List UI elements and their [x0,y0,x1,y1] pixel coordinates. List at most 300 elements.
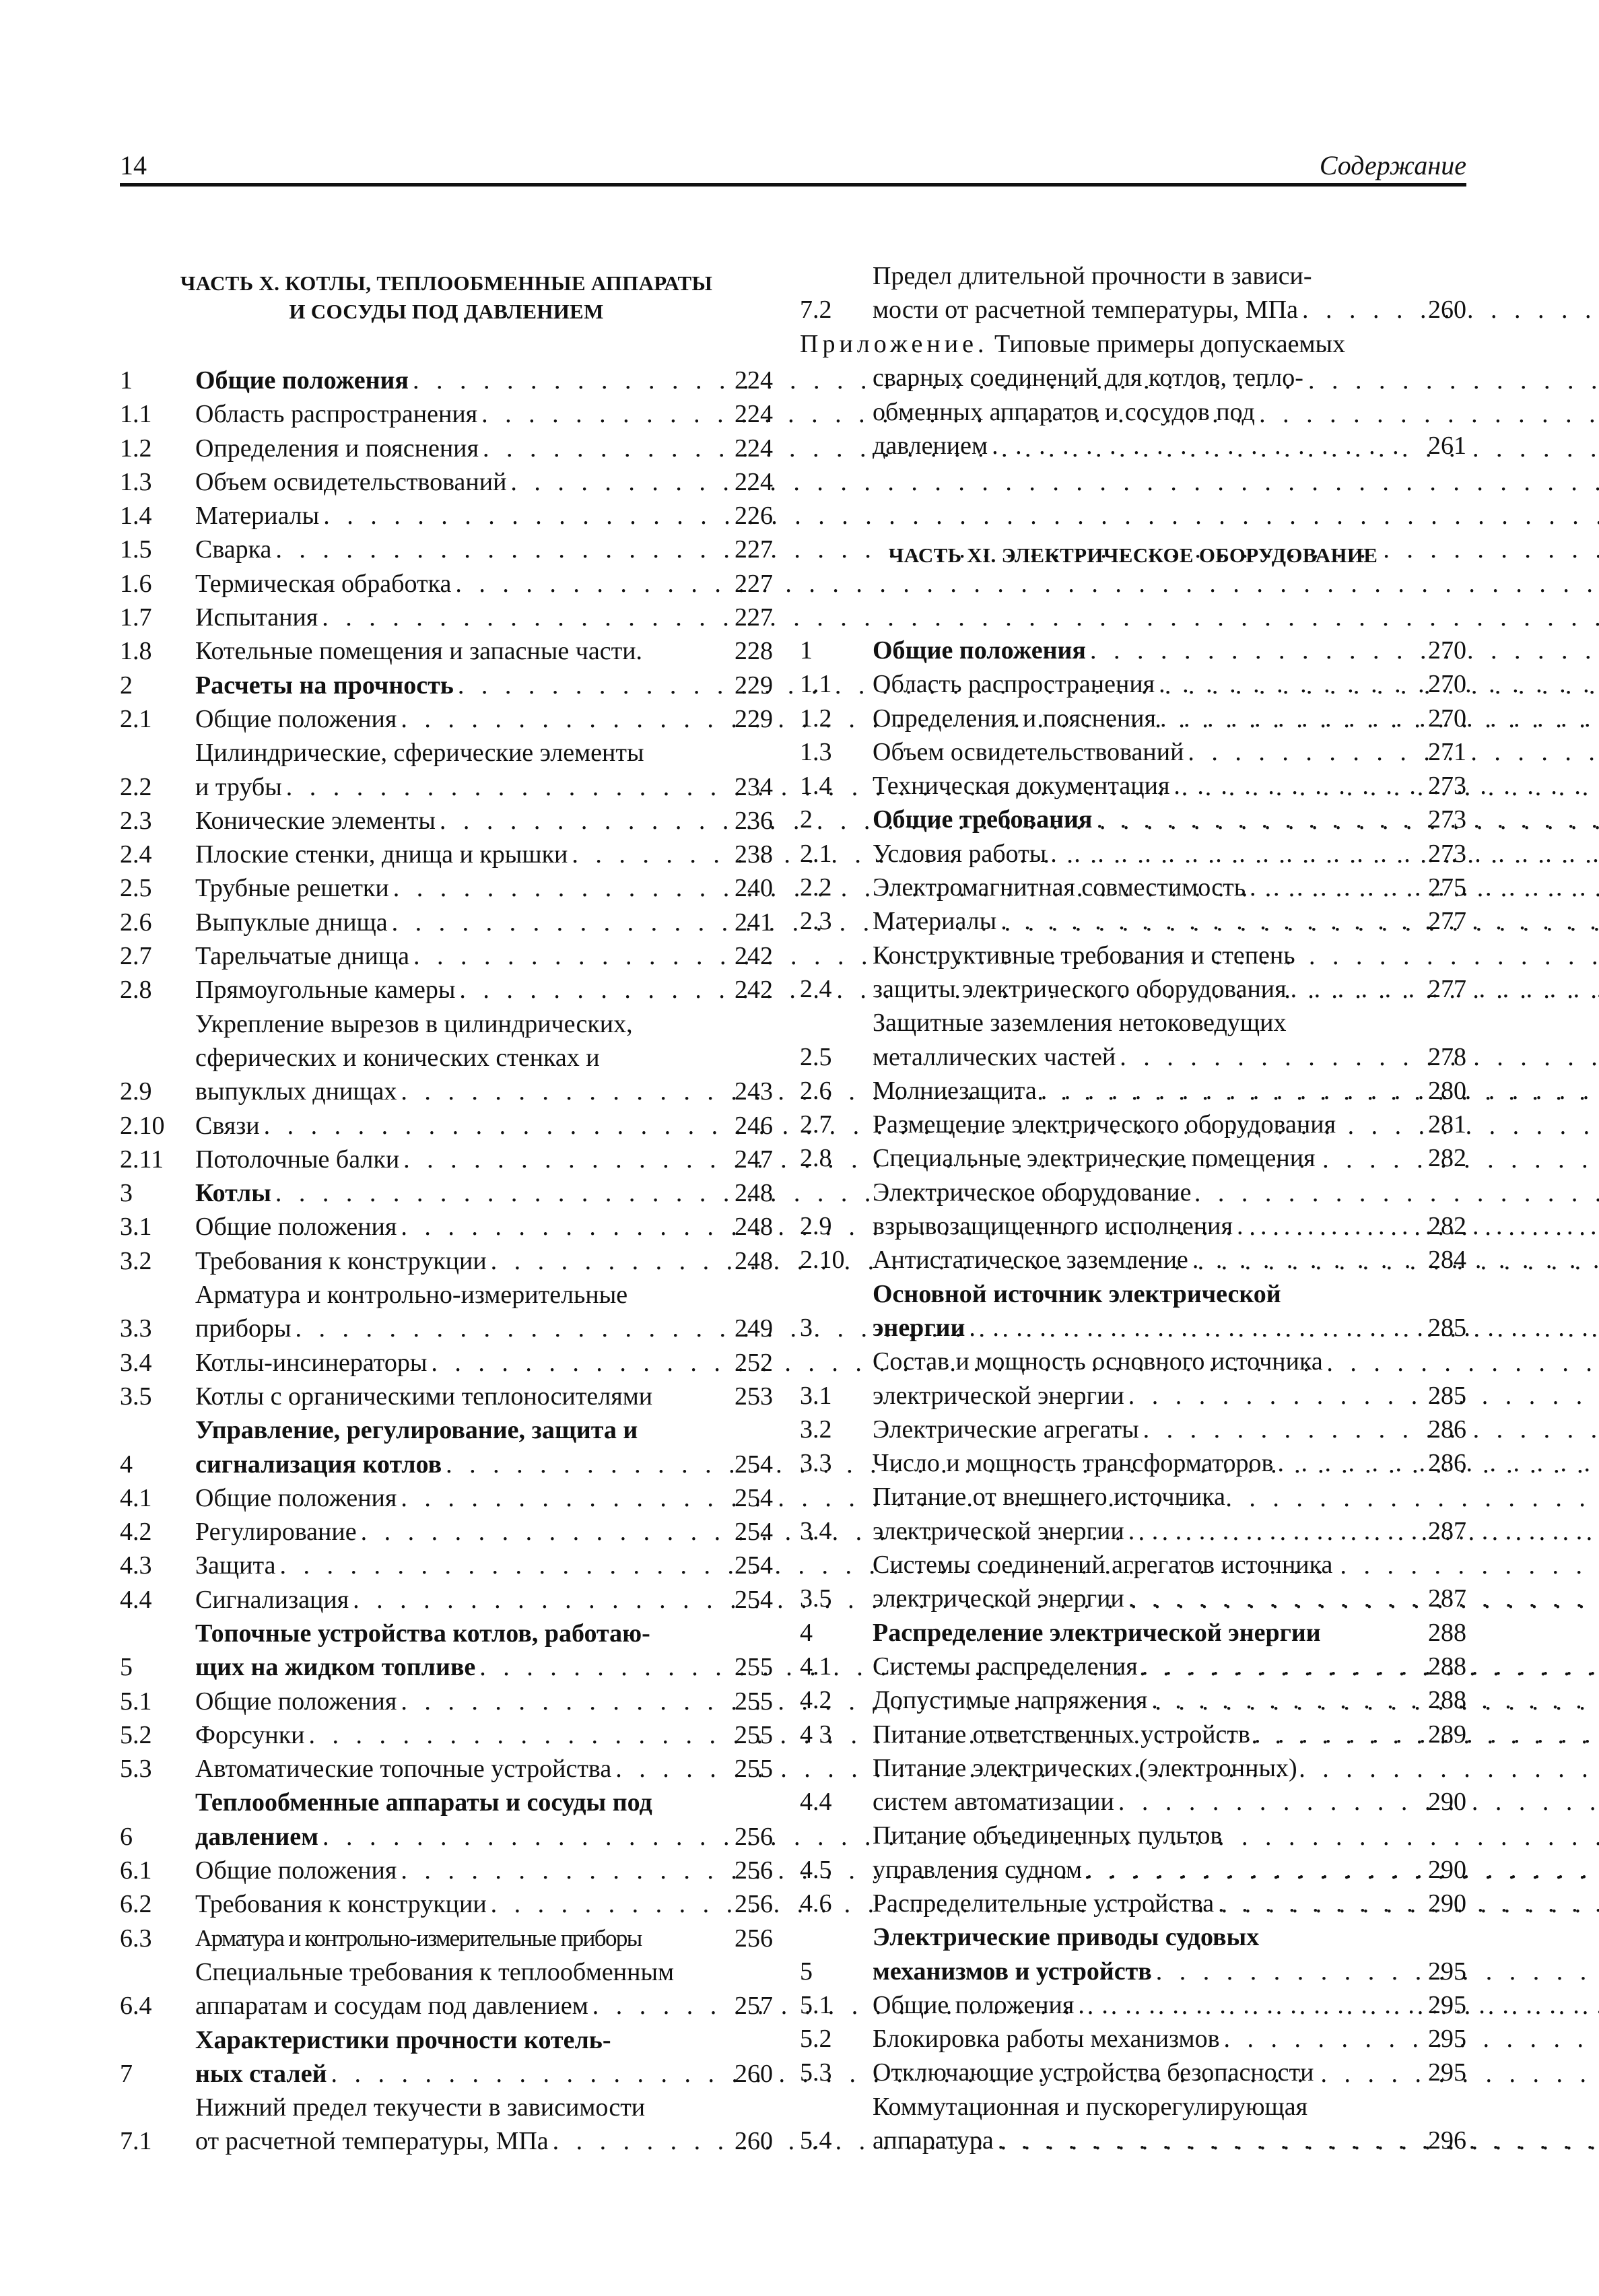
section-number: 1.4 [800,772,832,801]
section-title [195,1515,720,1549]
toc-entry [120,1481,773,1515]
section-title [195,1922,720,1955]
section-number: 2.8 [800,1144,832,1173]
section-title-line: давлением [195,1822,318,1851]
section-title-line: Питание электрических (электронных) [873,1753,1297,1782]
part-title-line: ЧАСТЬ XI. ЭЛЕКТРИЧЕСКОЕ ОБОРУДОВАНИЕ [888,543,1378,567]
page-ref: 288 [1428,1686,1466,1715]
toc-entry [800,1176,1466,1244]
toc-entry [800,1548,1466,1616]
dot-leader [992,429,1414,463]
dot-leader [1078,1988,1599,2022]
section-title-line: Условия работы [873,839,1047,868]
section-number: 2.1 [120,704,152,733]
section-number: 4.4 [120,1585,152,1614]
section-title [873,735,1414,769]
section-title-line: аппаратам и сосудам под давлением [195,1992,588,2021]
section-title [195,1244,720,1278]
page-ref: 275 [1428,873,1466,902]
section-title-line: Электромагнитная совместимость [873,873,1246,902]
section-title [873,1176,1414,1244]
toc-entry [800,939,1466,1007]
dot-leader [1118,1785,1599,1819]
section-number: 2.4 [120,840,152,869]
section-title-line: Котлы-инсинераторы [195,1348,428,1377]
section-number: 2.6 [120,908,152,937]
section-number: 3.5 [800,1584,832,1613]
dot-leader [1120,1040,1599,1074]
part-xi-title [800,541,1466,570]
page-ref: 236 [735,806,773,835]
section-title-line: Питание от внешнего источника [873,1483,1225,1512]
section-number: 4 [120,1450,133,1479]
toc-entry [120,1210,773,1244]
section-number: 3.2 [800,1415,832,1444]
section-title-line: Общие положения [195,366,409,395]
section-title [195,838,720,871]
page-ref: 224 [735,467,773,496]
page-ref: 295 [1428,1990,1466,2019]
toc-entry [120,1278,773,1346]
section-number: 3.3 [120,1314,152,1343]
section-number: 2.3 [120,806,152,835]
toc-entry [800,1718,1466,1751]
page-header [120,149,1466,183]
toc-entry [800,2056,1466,2089]
section-number: 2 [800,805,813,834]
section-title-line: Материалы [873,907,997,936]
toc-entry [800,634,1466,667]
section-title-line: Сварка [195,535,272,564]
section-title [195,973,720,1007]
dot-leader [1188,735,1599,769]
section-title [873,667,1414,701]
section-number: 2.7 [120,942,152,971]
page-ref: 290 [1428,1889,1466,1918]
section-title-line: металлических частей [873,1042,1116,1071]
page-number: 14 [120,150,147,180]
section-number: 1.1 [800,670,832,699]
section-number: 6.4 [120,1992,152,2021]
section-number: 1 [120,366,133,395]
page-ref: 248 [735,1246,773,1275]
section-title-line: выпуклых днищах [195,1077,397,1106]
section-title-line: Определения и пояснения [873,704,1156,733]
section-title-line: Плоские стенки, днища и крышки [195,840,568,869]
page-ref: 270 [1428,704,1466,733]
section-number: 2 [120,671,133,700]
section-title [195,1143,720,1176]
section-title-line: энергии [873,1313,965,1342]
section-title-line: Теплообменные аппараты и сосуды под [195,1788,652,1817]
dot-leader [1086,1853,1599,1887]
page-ref: 273 [1428,839,1466,868]
toc-entry [120,1786,773,1854]
section-number: 5.1 [120,1687,152,1716]
toc-entry [800,2090,1466,2158]
section-title-line: Число и мощность трансформаторов [873,1449,1274,1478]
section-title [195,567,720,601]
section-title-line: Регулирование [195,1518,357,1547]
section-title-line: Техническая документация [873,772,1170,801]
section-title-line: Системы соединений агрегатов источника [873,1551,1333,1580]
section-number: 2.3 [800,907,832,936]
section-number: 1.3 [800,737,832,766]
dot-leader [1173,769,1599,803]
section-title-line: Отключающие устройства безопасности [873,2058,1314,2087]
toc-entry [120,1346,773,1380]
page-ref: 255 [735,1720,773,1749]
toc-entry [800,1887,1466,1920]
section-title-line: Тарельчатые днища [195,942,410,971]
page-ref: 285 [1428,1381,1466,1410]
section-number: 2.7 [800,1110,832,1139]
section-title-line: Управление, регулирование, защита и [195,1416,638,1445]
dot-leader [455,567,1599,601]
section-title [195,1549,720,1582]
section-title [195,1176,720,1210]
section-title [873,904,1414,938]
section-title [195,601,720,634]
section-title-line: Котельные помещения и запасные части. [195,637,643,666]
toc-entry [120,702,773,736]
section-title-line: аппаратура [873,2126,994,2155]
section-number: 4.1 [800,1652,832,1681]
section-title [195,1887,720,1921]
dot-leader [1143,1413,1599,1446]
toc-entry [800,1243,1466,1277]
section-number: 5 [800,1957,813,1986]
section-title-line: Защита [195,1551,276,1580]
section-title-line: Электрические приводы судовых [873,1923,1260,1952]
toc-entry [120,533,773,566]
section-title-line: Общие положения [195,704,397,733]
section-title-line: Потолочные балки [195,1145,400,1174]
appendix-label: Приложение. [800,330,988,358]
page-ref: 270 [1428,636,1466,665]
toc-entry [800,1819,1466,1887]
toc-entry [800,1920,1466,1988]
toc-entry [120,1617,773,1685]
dot-leader [322,601,1599,634]
page-ref: 248 [735,1179,773,1208]
section-title [195,1786,720,1854]
section-number: 1.1 [120,400,152,429]
section-number: 7 [120,2059,133,2088]
page-ref: 286 [1428,1449,1466,1478]
section-number: 4 [800,1618,813,1647]
dot-leader [1224,2022,1599,2056]
section-number: 2.10 [800,1246,845,1275]
page-ref: 229 [735,671,773,700]
section-title [873,769,1414,803]
dot-leader [1192,1243,1599,1277]
section-title-line: Требования к конструкции [195,1246,487,1275]
toc-entry [800,1988,1466,2022]
toc-entry [800,837,1466,871]
section-title-line: Состав и мощность основного источника [873,1347,1323,1376]
toc-entry [120,1007,773,1109]
section-number: 3.5 [120,1382,152,1411]
section-title-line: Блокировка работы механизмов [873,2025,1220,2054]
section-title-line: Конструктивные требования и степень [873,941,1295,970]
page-ref: 224 [735,366,773,395]
section-number: 2.5 [800,1042,832,1071]
section-title [195,1583,720,1617]
page-ref: 247 [735,1145,773,1174]
section-title-line: Питание объединенных пультов [873,1821,1223,1850]
section-number: 6.3 [120,1924,152,1953]
page-ref: 227 [735,569,773,598]
section-title-line: Общие положения [195,1213,397,1242]
page-ref: 243 [735,1077,773,1106]
toc-entry [120,1143,773,1176]
section-title-line: Требования к конструкции [195,1890,487,1919]
page-ref: 281 [1428,1110,1466,1139]
toc-entry [800,1413,1466,1446]
section-number: 2.2 [800,873,832,902]
section-title [195,939,720,973]
section-title [195,1109,720,1143]
section-title [873,1074,1414,1108]
section-number: 7.2 [800,296,832,325]
section-title-line: Коммутационная и пускорегулирующая [873,2092,1308,2121]
section-number: 5.2 [800,2025,832,2054]
toc-entry [120,973,773,1007]
page-ref: 234 [735,772,773,801]
section-number: 1 [800,636,813,665]
section-title [873,634,1414,667]
toc-entry [120,499,773,533]
section-title [195,634,720,668]
page-ref: 242 [735,976,773,1005]
header-rule [120,183,1466,187]
page-ref: 288 [1428,1652,1466,1681]
toc-entry [120,432,773,465]
toc-entry [800,1446,1466,1480]
page-ref: 295 [1428,2025,1466,2054]
section-title-line: Испытания [195,603,318,632]
section-title-line: Выпуклые днища [195,908,388,937]
toc-entry [120,1854,773,1887]
section-title-line: Трубные решетки [195,874,389,903]
appendix-line: сварных соединений для котлов, тепло- [873,364,1303,393]
toc-entry [120,2023,773,2091]
section-title-line: Объем освидетельствований [195,467,507,496]
toc-entry [120,634,773,668]
toc-entry [120,2091,773,2159]
section-number: 5.1 [800,1990,832,2019]
page-ref: 248 [735,1213,773,1242]
page-ref: 254 [735,1551,773,1580]
section-title-line: Антистатическое заземление [873,1246,1188,1275]
toc-entry [120,1244,773,1278]
dot-leader [510,465,1599,499]
page-ref: 242 [735,942,773,971]
section-title [873,1548,1414,1616]
section-title [873,1988,1414,2022]
section-title-line: сферических и конических стенках и [195,1043,600,1072]
section-title [195,465,720,499]
section-title-line: приборы [195,1314,292,1343]
section-title-line: Прямоугольные камеры [195,976,456,1005]
section-number: 4.5 [800,1855,832,1884]
section-title-line: электрической энергии [873,1516,1124,1545]
dot-leader [1160,702,1599,735]
toc-entry [120,601,773,634]
section-title-line: сигнализация котлов [195,1450,442,1479]
page-ref: 229 [735,704,773,733]
page-ref: 256 [735,1822,773,1851]
toc-entry [800,1616,1466,1650]
section-title [195,533,720,566]
section-title-line: Предел длительной прочности в зависи- [873,262,1312,290]
section-title-line: Материалы [195,502,320,531]
section-title-line: Специальные электрические помещения [873,1144,1316,1173]
section-title-line: Область распространения [873,670,1155,699]
section-number: 2.6 [800,1076,832,1105]
page-ref: 227 [735,603,773,632]
section-title [195,499,720,533]
dot-leader [323,499,1599,533]
toc-entry [800,1074,1466,1108]
toc-entry [800,2022,1466,2056]
toc-entry [120,397,773,431]
dot-leader [1041,1074,1599,1108]
section-title-line: Нижний предел текучести в зависимости [195,2093,646,2122]
toc-entry [800,1683,1466,1717]
page-ref: 273 [1428,805,1466,834]
section-number: 2.11 [120,1145,164,1174]
section-number: 1.6 [120,569,152,598]
section-title-line: Укрепление вырезов в цилиндрических, [195,1009,633,1038]
dot-leader [1090,634,1599,667]
page-ref: 240 [735,874,773,903]
toc-entry [120,669,773,702]
dot-leader [1128,1379,1599,1413]
section-number: 2.10 [120,1111,165,1140]
section-title [195,871,720,905]
page-ref: 273 [1428,772,1466,801]
toc-entry [120,1922,773,1955]
page-ref: 260 [1428,296,1466,325]
section-title-line: от расчетной температуры, МПа [195,2127,549,2156]
toc-entry [800,1277,1466,1345]
page-ref: 256 [735,1856,773,1885]
section-title-line: щих на жидком топливе [195,1653,476,1682]
section-title-line: Расчеты на прочность [195,671,454,700]
section-number: 2.1 [800,839,832,868]
toc-entry [800,735,1466,769]
section-number: 1.3 [120,467,152,496]
section-title-line: Специальные требования к теплообменным [195,1957,675,1986]
toc-entry [120,1413,773,1481]
section-number: 4.3 [120,1551,152,1580]
section-title [195,1854,720,1887]
section-title [873,1616,1414,1650]
page-ref: 282 [1428,1212,1466,1241]
section-title [873,702,1414,735]
running-head: Содержание [1319,150,1466,180]
section-number: 2 4 [800,974,832,1003]
page-ref: 255 [735,1653,773,1682]
toc-entry [120,838,773,871]
section-title-line: Общие положения [195,1483,397,1512]
page-ref: 227 [735,535,773,564]
section-number: 2.8 [120,976,152,1005]
toc-entry [800,1141,1466,1175]
section-title [873,1277,1414,1345]
part-title-line: И СОСУДЫ ПОД ДАВЛЕНИЕМ [289,300,604,323]
dot-leader [1000,904,1599,938]
appendix-line: давлением [873,431,988,460]
section-title-line: Защитные заземления нетоковедущих [873,1009,1287,1038]
page-ref: 238 [735,840,773,869]
section-title-line: Котлы с органическими теплоносителями [195,1382,653,1411]
section-title-line: Основной источник электрической [873,1279,1281,1308]
page-ref: 287 [1428,1584,1466,1613]
section-number: 5.3 [800,2058,832,2087]
toc-entry [800,1480,1466,1548]
section-title [873,1446,1414,1480]
section-title-line: Цилиндрические, сферические элементы [195,739,644,768]
section-title-line: Распределительные устройства [873,1889,1215,1918]
page-ref: 256 [735,1890,773,1919]
toc-entry [120,1176,773,1210]
page-ref: 284 [1428,1246,1466,1275]
page-ref: 255 [735,1687,773,1716]
page-ref: 296 [1428,2126,1466,2155]
page-ref: 295 [1428,2058,1466,2087]
page-ref: 260 [735,2059,773,2088]
toc-entry [120,939,773,973]
section-title-line: защиты электрического оборудования [873,974,1287,1003]
dot-leader [1128,1582,1599,1615]
dot-leader [969,1311,1599,1345]
dot-leader [1050,837,1599,871]
page-ref: 290 [1428,1788,1466,1817]
section-number: 3.4 [800,1516,832,1545]
page-ref: 254 [735,1450,773,1479]
page-ref: 254 [735,1518,773,1547]
section-title [195,1955,720,2023]
dot-leader [1159,667,1599,701]
section-title-line: Определения и пояснения [195,434,479,463]
section-number: 4.4 [800,1788,832,1817]
section-number: 1.2 [120,434,152,463]
section-title [195,702,720,736]
section-title-line: механизмов и устройств [873,1957,1152,1986]
page-ref: 287 [1428,1516,1466,1545]
page-ref: 224 [735,400,773,429]
section-title-line: Котлы [195,1179,271,1208]
section-number: 5.4 [800,2126,832,2155]
dot-leader [1218,1887,1599,1920]
section-title [195,804,720,838]
section-title [195,1210,720,1244]
toc-entry [800,667,1466,701]
section-number: 3.2 [120,1246,152,1275]
section-title [195,1752,720,1786]
section-title [195,669,720,702]
toc-entry [800,259,1466,327]
toc-entry [120,871,773,905]
appendix-line: Типовые примеры допускаемых [994,330,1346,358]
page-ref: 249 [735,1314,773,1343]
section-title-line: Объем освидетельствований [873,737,1184,766]
section-number: 4.2 [800,1686,832,1715]
page-ref: 286 [1428,1415,1466,1444]
